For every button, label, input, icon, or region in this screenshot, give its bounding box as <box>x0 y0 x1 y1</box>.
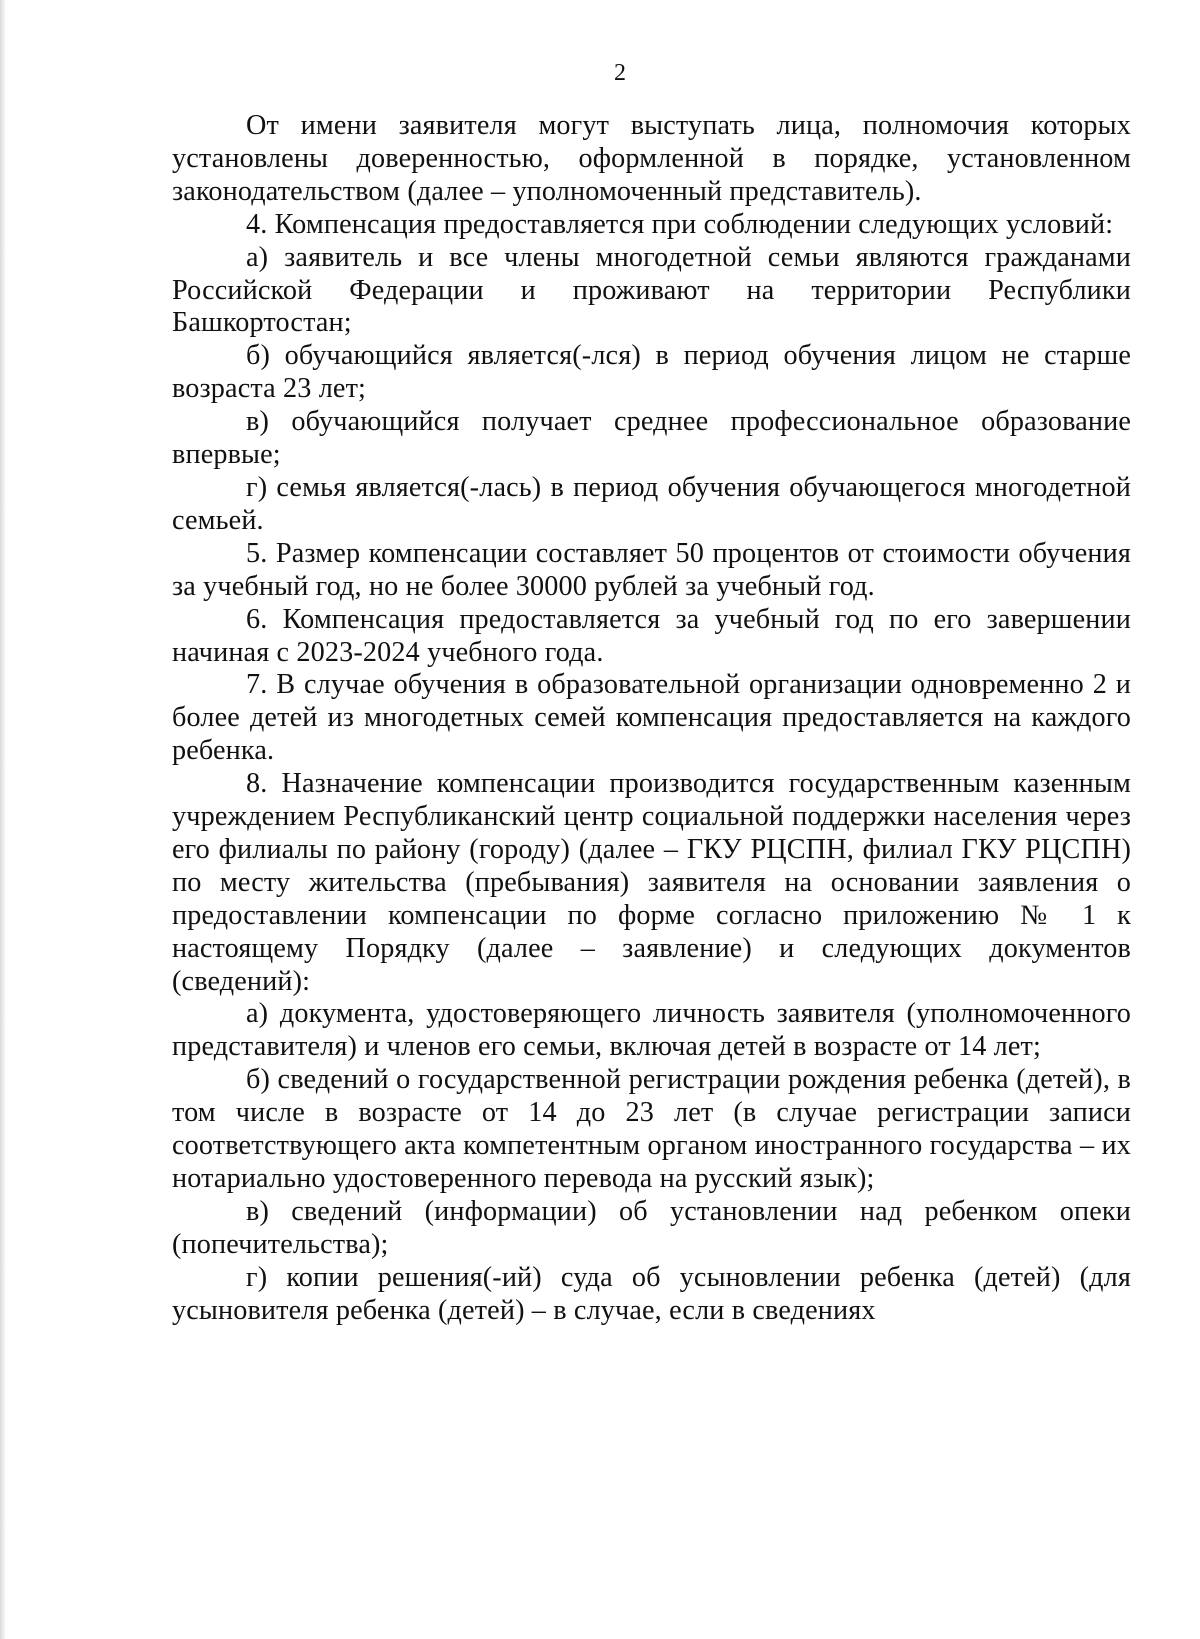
paragraph-4b: б) обучающийся является(-лся) в период обучения лицом не старше возраста 23 лет; <box>172 340 1131 405</box>
paragraph-4g: г) семья является(-лась) в период обучения обучающегося многодетной семьей. <box>172 471 1131 536</box>
paragraph-8a: а) документа, удостоверяющего личность заявителя (уполномоченного представителя) и членов его семьи, включая детей в возрасте от 14 лет; <box>172 998 1131 1063</box>
paragraph-4a: а) заявитель и все члены многодетной семьи являются гражданами Российской Федерации и проживают на территории Республики Башкортостан; <box>172 241 1131 339</box>
paragraph-6: 6. Компенсация предоставляется за учебный год по его завершении начиная с 2023-2024 учебного года. <box>172 603 1131 668</box>
scan-edge <box>0 0 6 1639</box>
paragraph-7: 7. В случае обучения в образовательной организации одновременно 2 и более детей из многодетных семей компенсация предоставляется на каждого ребенка. <box>172 669 1131 767</box>
paragraph-representative: От имени заявителя могут выступать лица, полномочия которых установлены доверенностью, оформленной в порядке, установленном законодательством (далее – уполномоченный представитель). <box>172 110 1131 207</box>
paragraph-8v: в) сведений (информации) об установлении над ребенком опеки (попечительства); <box>172 1195 1131 1260</box>
paragraph-4v: в) обучающийся получает среднее профессиональное образование впервые; <box>172 406 1131 471</box>
document-body <box>172 110 1131 1328</box>
paragraph-5: 5. Размер компенсации составляет 50 процентов от стоимости обучения за учебный год, но не более 30000 рублей за учебный год. <box>172 537 1131 602</box>
page-number: 2 <box>614 60 626 86</box>
paragraph-8: 8. Назначение компенсации производится государственным казенным учреждением Республиканский центр социальной поддержки населения через его филиалы по району (городу) (далее – ГКУ РЦСПН, филиал ГКУ РЦСПН) по месту жительства (пребывания) заявителя на основании заявления о предоставлении компенсации по форме согласно приложению № 1 к настоящему Порядку (далее – заявление) и следующих документов (сведений): <box>172 768 1131 997</box>
paragraph-8b: б) сведений о государственной регистрации рождения ребенка (детей), в том числе в возрасте от 14 до 23 лет (в случае регистрации записи соответствующего акта компетентным органом иностранного государства – их нотариально удостоверенного перевода на русский язык); <box>172 1064 1131 1194</box>
paragraph-8g: г) копии решения(-ий) суда об усыновлении ребенка (детей) (для усыновителя ребенка (детей) – в случае, если в сведениях <box>172 1261 1131 1326</box>
paragraph-4: 4. Компенсация предоставляется при соблюдении следующих условий: <box>246 208 1114 240</box>
